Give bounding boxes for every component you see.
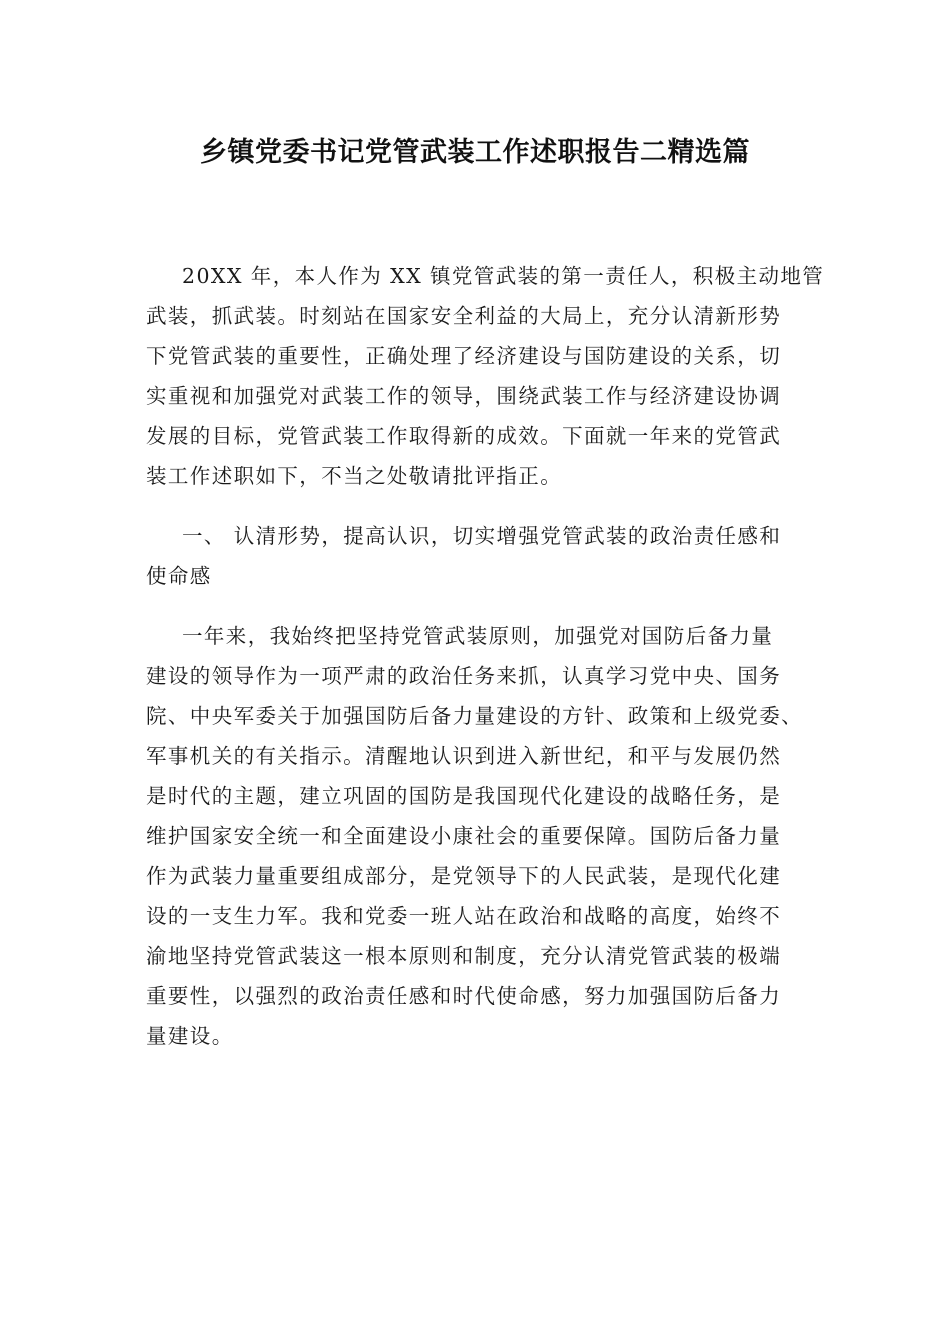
text-line: 作为武装力量重要组成部分，是党领导下的人民武装，是现代化建 [146,864,782,888]
text-line: 装工作述职如下，不当之处敬请批评指正。 [146,464,563,488]
text-line: 建设的领导作为一项严肃的政治任务来抓，认真学习党中央、国务 [146,664,782,688]
paragraph-intro [146,256,825,496]
text-line: 设的一支生力军。我和党委一班人站在政治和战略的高度，始终不 [146,904,782,928]
text-line: 一年来，我始终把坚持党管武装原则，加强党对国防后备力量 [182,624,774,648]
document-title: 乡镇党委书记党管武装工作述职报告二精选篇 [200,137,750,168]
text-line: 维护国家安全统一和全面建设小康社会的重要保障。国防后备力量 [146,824,782,848]
text-line: 渝地坚持党管武装这一根本原则和制度，充分认清党管武装的极端 [146,944,782,968]
text-line: 使命感 [146,564,212,588]
text-line: 下党管武装的重要性，正确处理了经济建设与国防建设的关系，切 [146,344,782,368]
text-line: 军事机关的有关指示。清醒地认识到进入新世纪，和平与发展仍然 [146,744,782,768]
paragraph-section-1 [146,616,810,1056]
text-line: 重要性，以强烈的政治责任感和时代使命感，努力加强国防后备力 [146,984,782,1008]
text-line: 实重视和加强党对武装工作的领导，围绕武装工作与经济建设协调 [146,384,782,408]
text-line: 一、 认清形势，提高认识，切实增强党管武装的政治责任感和 [182,524,782,548]
text-line: 发展的目标，党管武装工作取得新的成效。下面就一年来的党管武 [146,424,782,448]
text-line: 是时代的主题，建立巩固的国防是我国现代化建设的战略任务，是 [146,784,782,808]
section-heading-1 [146,516,810,596]
text-line: 武装，抓武装。时刻站在国家安全利益的大局上，充分认清新形势 [146,304,782,328]
text-line: 20XX 年，本人作为 XX 镇党管武装的第一责任人，积极主动地管 [182,264,825,288]
text-line: 量建设。 [146,1024,234,1048]
document-body [146,256,825,1076]
text-line: 院、中央军委关于加强国防后备力量建设的方针、政策和上级党委、 [146,704,803,728]
